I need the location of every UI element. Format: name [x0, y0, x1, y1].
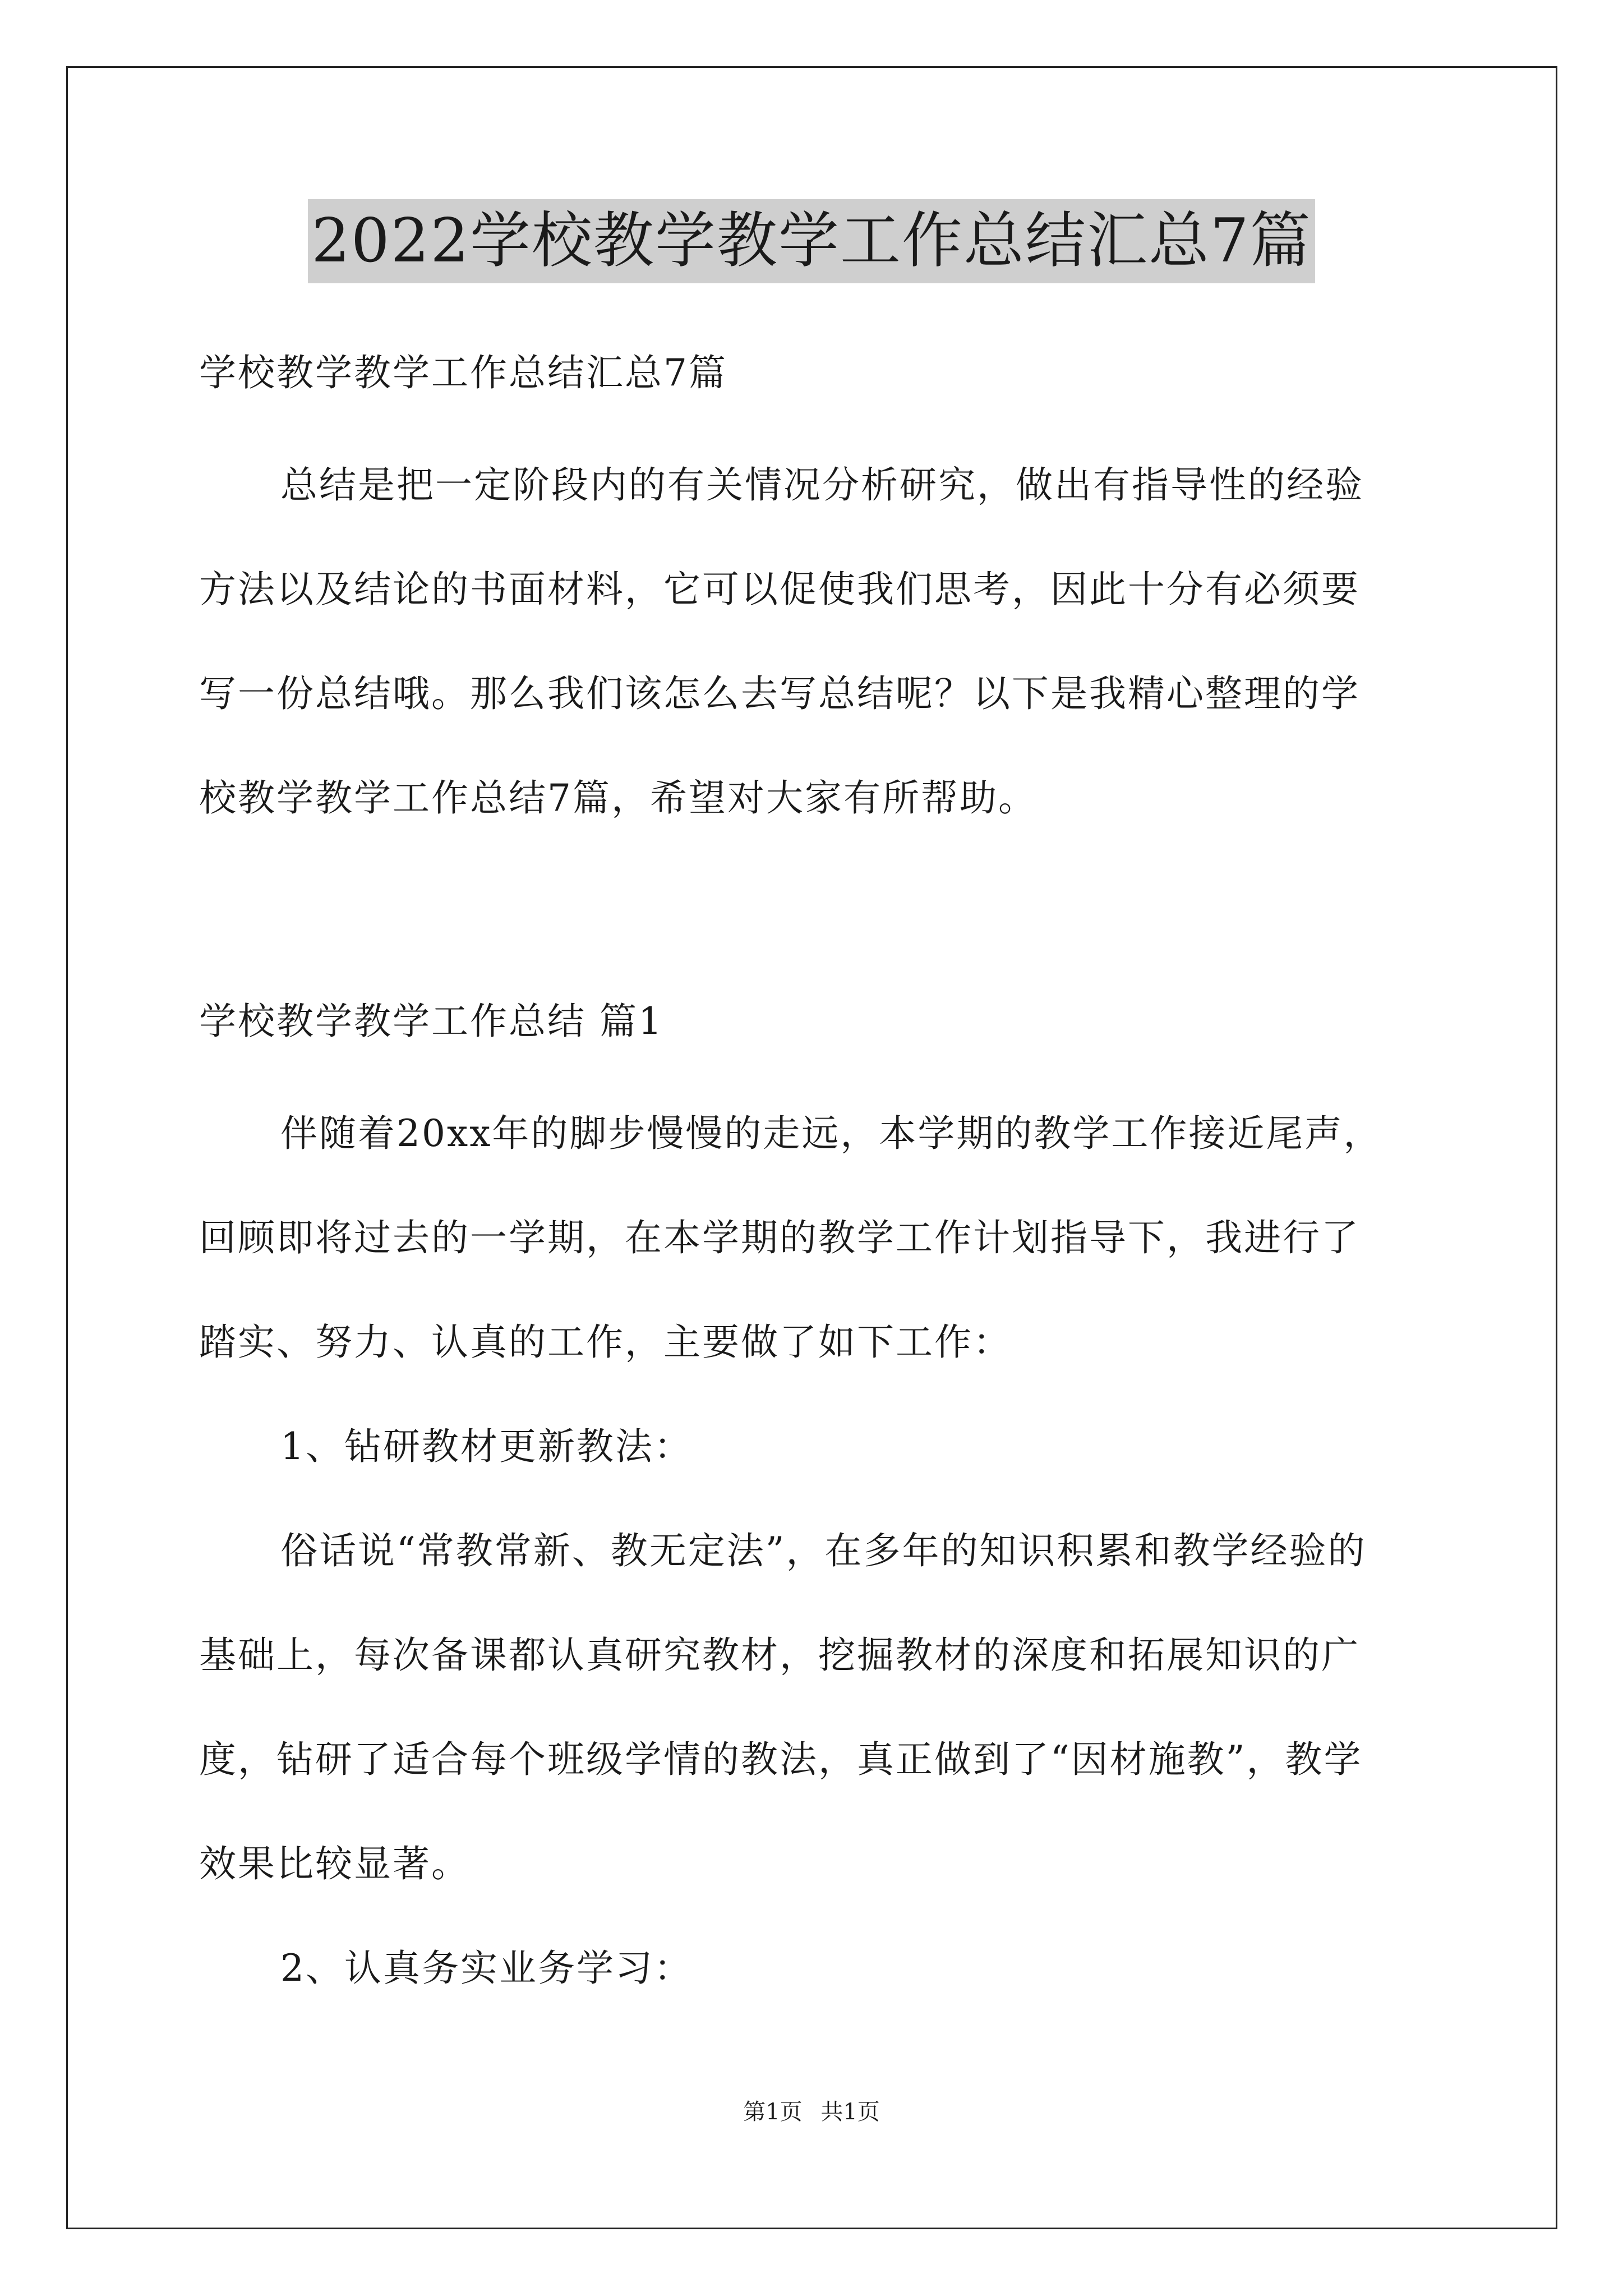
section-heading: 学校教学教学工作总结 篇1: [199, 1000, 663, 1043]
paragraph-line: 效果比较显著。: [199, 1842, 470, 1885]
paragraph-line: 方法以及结论的书面材料，它可以促使我们思考，因此十分有必须要: [199, 568, 1360, 611]
list-item-heading: 1、钻研教材更新教法：: [280, 1425, 693, 1468]
paragraph-line: 伴随着20xx年的脚步慢慢的走远，本学期的教学工作接近尾声，: [280, 1112, 1382, 1155]
paragraph-line: 踏实、努力、认真的工作，主要做了如下工作：: [199, 1320, 1012, 1364]
paragraph-line: 度，钻研了适合每个班级学情的教法，真正做到了“因材施教”，教学: [199, 1738, 1363, 1781]
page-number: 第1页: [743, 2099, 803, 2125]
paragraph-line: 回顾即将过去的一学期，在本学期的教学工作计划指导下，我进行了: [199, 1216, 1360, 1259]
paragraph-line: 总结是把一定阶段内的有关情况分析研究，做出有指导性的经验: [280, 463, 1364, 507]
document-title: 2022学校教学教学工作总结汇总7篇: [308, 199, 1315, 283]
paragraph-line: 基础上，每次备课都认真研究教材，挖掘教材的深度和拓展知识的广: [199, 1634, 1360, 1677]
subtitle-line: 学校教学教学工作总结汇总7篇: [199, 351, 727, 394]
paragraph-line: 校教学教学工作总结7篇，希望对大家有所帮助。: [199, 776, 1037, 820]
list-item-heading: 2、认真务实业务学习：: [280, 1947, 693, 1990]
title-container: [0, 199, 1623, 283]
page-footer: [0, 2095, 1623, 2129]
paragraph-line: 写一份总结哦。那么我们该怎么去写总结呢？以下是我精心整理的学: [199, 672, 1360, 715]
paragraph-line: 俗话说“常教常新、教无定法”，在多年的知识积累和教学经验的: [280, 1529, 1367, 1572]
page-total: 共1页: [820, 2099, 880, 2125]
